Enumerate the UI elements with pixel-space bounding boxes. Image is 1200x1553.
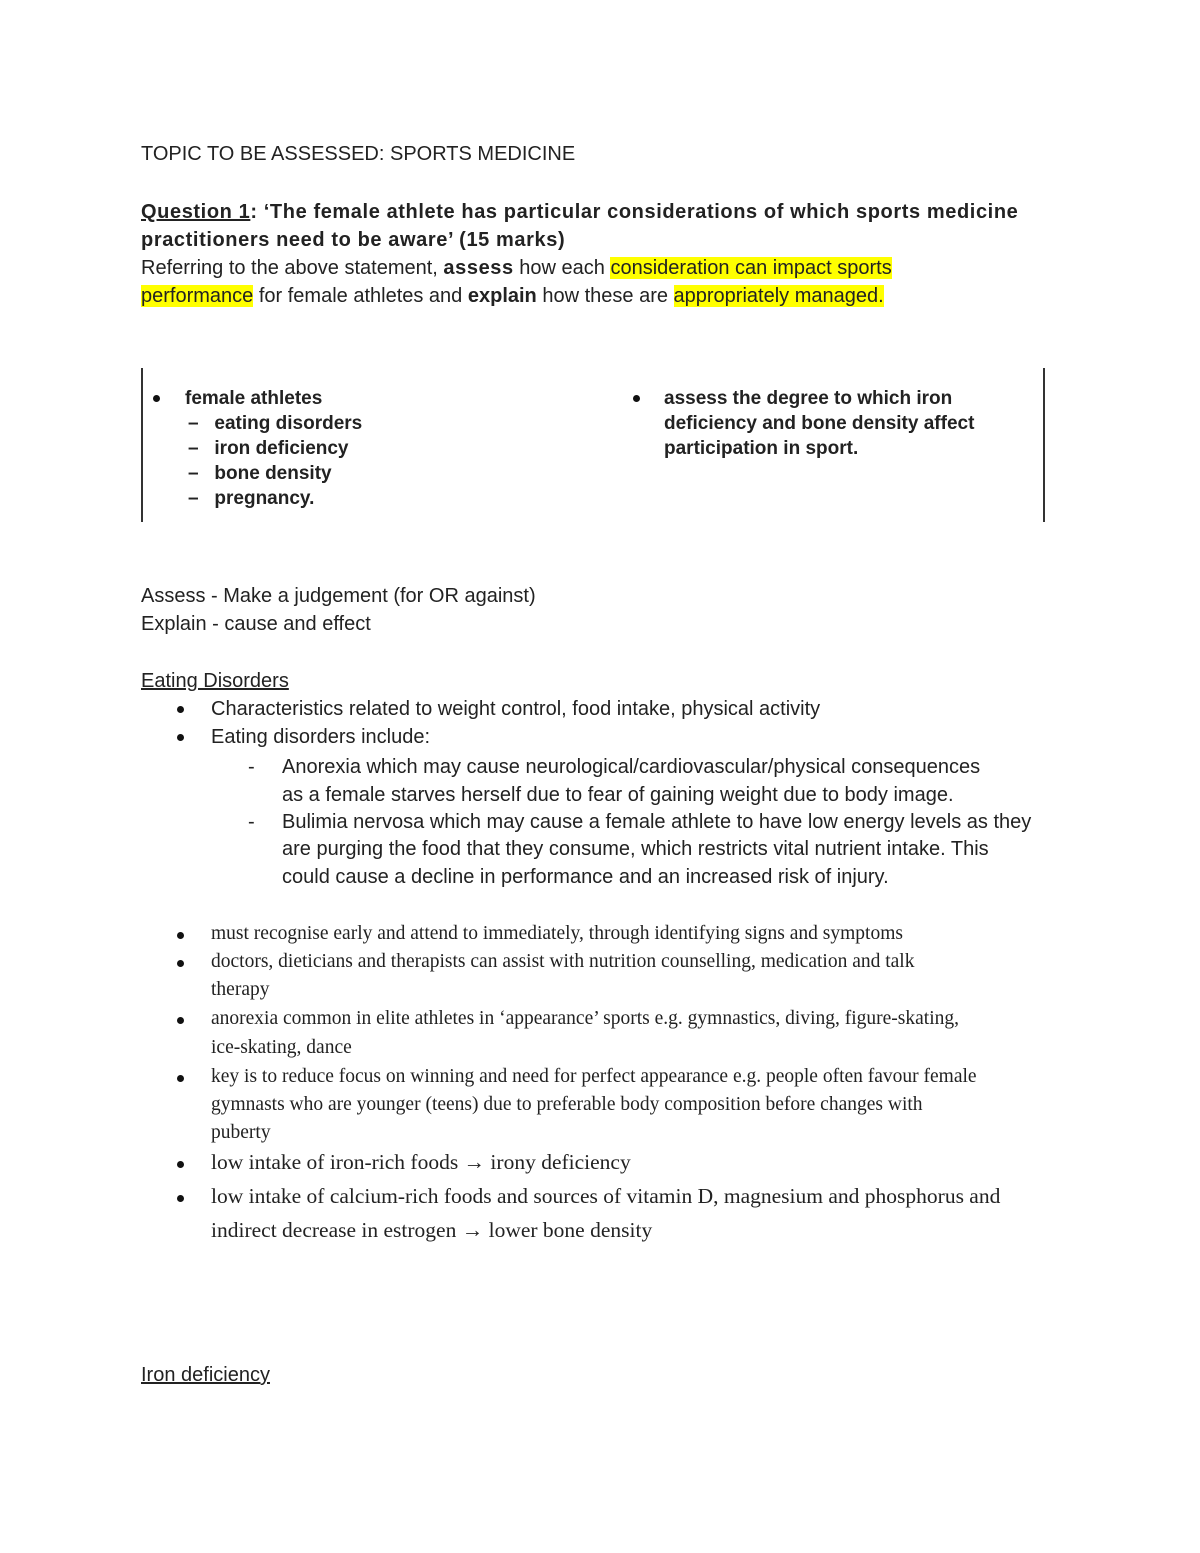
bullet-icon — [177, 932, 184, 939]
bullet-icon — [177, 706, 184, 713]
question-label: Question 1 — [141, 201, 251, 223]
syllabus-left-heading: female athletes — [185, 388, 323, 409]
syllabus-item-text: pregnancy. — [214, 488, 315, 509]
syllabus-right-line: deficiency and bone density affect — [664, 413, 975, 434]
highlighted-text: appropriately managed. — [673, 285, 884, 307]
topic-heading: TOPIC TO BE ASSESSED: SPORTS MEDICINE — [141, 143, 576, 165]
highlighted-text: performance — [141, 285, 254, 307]
definition-explain: Explain - cause and effect — [141, 613, 371, 635]
bullet-icon — [177, 734, 184, 741]
bullet-icon — [177, 1017, 184, 1024]
list-item: Characteristics related to weight control, food intake, physical activity — [211, 698, 821, 720]
bullet-icon — [633, 395, 640, 402]
syllabus-box-left-border — [141, 368, 143, 522]
sub-item-line: as a female starves herself due to fear of gaining weight due to body image. — [282, 784, 954, 806]
syllabus-item-text: iron deficiency — [214, 438, 349, 459]
syllabus-box-right-border — [1043, 368, 1045, 522]
instruction-text: for female athletes and — [253, 285, 468, 307]
syllabus-right-line: participation in sport. — [664, 438, 859, 459]
section-heading-eating-disorders: Eating Disorders — [141, 670, 289, 692]
dash-marker: - — [248, 756, 255, 778]
note-line: must recognise early and attend to immediately, through identifying signs and symptoms — [211, 923, 903, 944]
note-line: ice-skating, dance — [211, 1037, 352, 1058]
instruction-keyword-explain: explain — [467, 285, 537, 307]
instruction-text: how each — [513, 257, 611, 279]
sub-item-line: Anorexia which may cause neurological/cardiovascular/physical consequences — [282, 756, 981, 778]
sub-item-line: could cause a decline in performance and an increased risk of injury. — [282, 866, 889, 888]
syllabus-item-text: eating disorders — [214, 413, 363, 434]
instruction-line-2 — [141, 282, 884, 310]
syllabus-left-item: – eating disorders — [188, 413, 363, 434]
note-line: therapy — [211, 979, 270, 1000]
sub-item-line: are purging the food that they consume, which restricts vital nutrient intake. This — [282, 838, 989, 860]
note-line: key is to reduce focus on winning and need for perfect appearance e.g. people often favour female — [211, 1066, 977, 1087]
dash-marker: - — [248, 811, 255, 833]
bullet-icon — [153, 395, 160, 402]
instruction-text: Referring to the above statement, — [141, 257, 444, 279]
syllabus-left-item: – bone density — [188, 463, 332, 484]
bullet-icon — [177, 1075, 184, 1082]
question-line-1 — [141, 198, 1018, 226]
sub-item-line: Bulimia nervosa which may cause a female athlete to have low energy levels as they — [282, 811, 1032, 833]
definition-assess: Assess - Make a judgement (for OR against) — [141, 585, 536, 607]
note-line: puberty — [211, 1122, 271, 1143]
syllabus-left-item: – iron deficiency — [188, 438, 349, 459]
note-line: low intake of calcium-rich foods and sources of vitamin D, magnesium and phosphorus and — [211, 1184, 1001, 1208]
bullet-icon — [177, 1161, 184, 1168]
note-line: low intake of iron-rich foods → irony deficiency — [211, 1150, 631, 1174]
instruction-text: how these are — [536, 285, 674, 307]
note-line: indirect decrease in estrogen → lower bone density — [211, 1218, 653, 1242]
highlighted-text: consideration can impact sports — [610, 257, 892, 279]
bullet-icon — [177, 1195, 184, 1202]
question-line-2: practitioners need to be aware’ (15 marks) — [141, 229, 566, 251]
note-line: anorexia common in elite athletes in ‘appearance’ sports e.g. gymnastics, diving, figure-skating, — [211, 1008, 959, 1029]
syllabus-right-line: assess the degree to which iron — [664, 388, 953, 409]
list-item: Eating disorders include: — [211, 726, 431, 748]
bullet-icon — [177, 960, 184, 967]
question-text-1: : ‘The female athlete has particular considerations of which sports medicine — [250, 201, 1019, 223]
note-line: doctors, dieticians and therapists can assist with nutrition counselling, medication and talk — [211, 951, 915, 972]
instruction-line-1 — [141, 254, 892, 282]
note-line: gymnasts who are younger (teens) due to preferable body composition before changes with — [211, 1094, 923, 1115]
instruction-keyword-assess: assess — [443, 257, 514, 279]
section-heading-iron-deficiency: Iron deficiency — [141, 1364, 270, 1386]
syllabus-item-text: bone density — [214, 463, 332, 484]
syllabus-left-item: – pregnancy. — [188, 488, 315, 509]
